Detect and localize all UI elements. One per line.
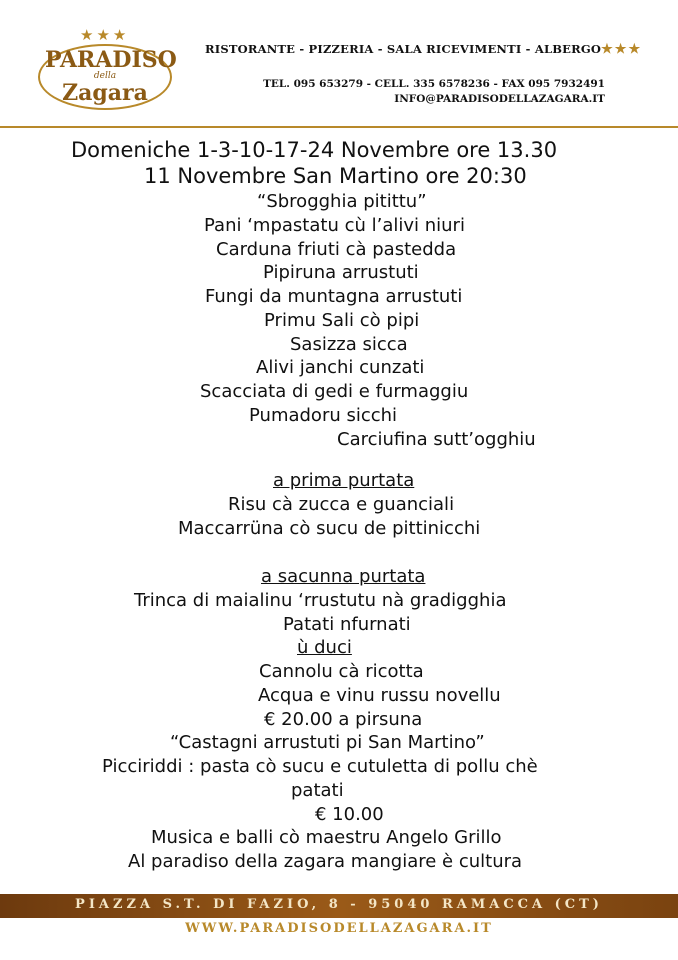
antipasto-item: Primu Sali cò pipi <box>264 310 420 331</box>
antipasto-item: Alivi janchi cunzati <box>256 357 425 378</box>
dolce-title: ù duci <box>297 637 352 658</box>
antipasto-item: Fungi da muntagna arrustuti <box>205 286 463 307</box>
contacts-block <box>205 77 605 107</box>
phone-numbers: TEL. 095 653279 - CELL. 335 6578236 - FAX 095 7932491 <box>263 78 605 90</box>
antipasti-title: “Sbrogghia pitittu” <box>257 191 427 212</box>
services-text: RISTORANTE - PIZZERIA - SALA RICEVIMENTI - ALBERGO <box>205 42 602 56</box>
antipasto-item: Carciufina sutt’ogghiu <box>337 429 536 450</box>
dolce-item: Acqua e vinu russu novellu <box>258 685 501 706</box>
castagne-line: “Castagni arrustuti pi San Martino” <box>170 732 485 753</box>
logo-name-line3: Zagara <box>62 80 148 106</box>
header-divider <box>0 126 678 128</box>
services-stars: ★★★ <box>601 42 643 57</box>
logo-stars: ★★★ <box>80 26 130 44</box>
antipasto-item: Pumadoru sicchi <box>249 405 398 426</box>
footer-address: PIAZZA S.T. DI FAZIO, 8 - 95040 RAMACCA (CT) <box>75 897 603 912</box>
antipasto-item: Scacciata di gedi e furmaggiu <box>200 381 469 402</box>
logo-name-line1: PARADISO <box>45 47 177 73</box>
motto-line: Al paradiso della zagara mangiare è cultura <box>128 851 523 872</box>
secondo-title: a sacunna purtata <box>261 566 426 587</box>
letterhead <box>0 0 678 128</box>
antipasto-item: Sasizza sicca <box>290 334 408 355</box>
music-line: Musica e balli cò maestru Angelo Grillo <box>151 827 502 848</box>
dolce-item: Cannolu cà ricotta <box>259 661 424 682</box>
antipasto-item: Pipiruna arrustuti <box>263 262 419 283</box>
kids-menu-line-2: patati <box>291 780 344 801</box>
primo-item: Risu cà zucca e guanciali <box>228 494 455 515</box>
services-line <box>205 42 642 57</box>
price-adult: € 20.00 a pirsuna <box>264 709 423 730</box>
date-line-1: Domeniche 1-3-10-17-24 Novembre ore 13.30 <box>71 138 558 162</box>
secondo-item: Patati nfurnati <box>283 614 411 635</box>
kids-menu-line-1: Picciriddi : pasta cò sucu e cutuletta di pollu chè <box>102 756 538 777</box>
logo-name-line2: della <box>93 71 117 81</box>
secondo-item: Trinca di maialinu ‘rrustutu nà gradigghia <box>134 590 507 611</box>
primo-title: a prima purtata <box>273 470 415 491</box>
price-kids: € 10.00 <box>315 804 384 825</box>
antipasto-item: Pani ‘mpastatu cù l’alivi niuri <box>204 215 465 236</box>
date-line-2: 11 Novembre San Martino ore 20:30 <box>144 164 527 188</box>
antipasto-item: Carduna friuti cà pastedda <box>216 239 457 260</box>
footer-website: WWW.PARADISODELLAZAGARA.IT <box>185 921 493 936</box>
primo-item: Maccarrüna cò sucu de pittinicchi <box>178 518 481 539</box>
email-address: INFO@PARADISODELLAZAGARA.IT <box>394 93 605 105</box>
